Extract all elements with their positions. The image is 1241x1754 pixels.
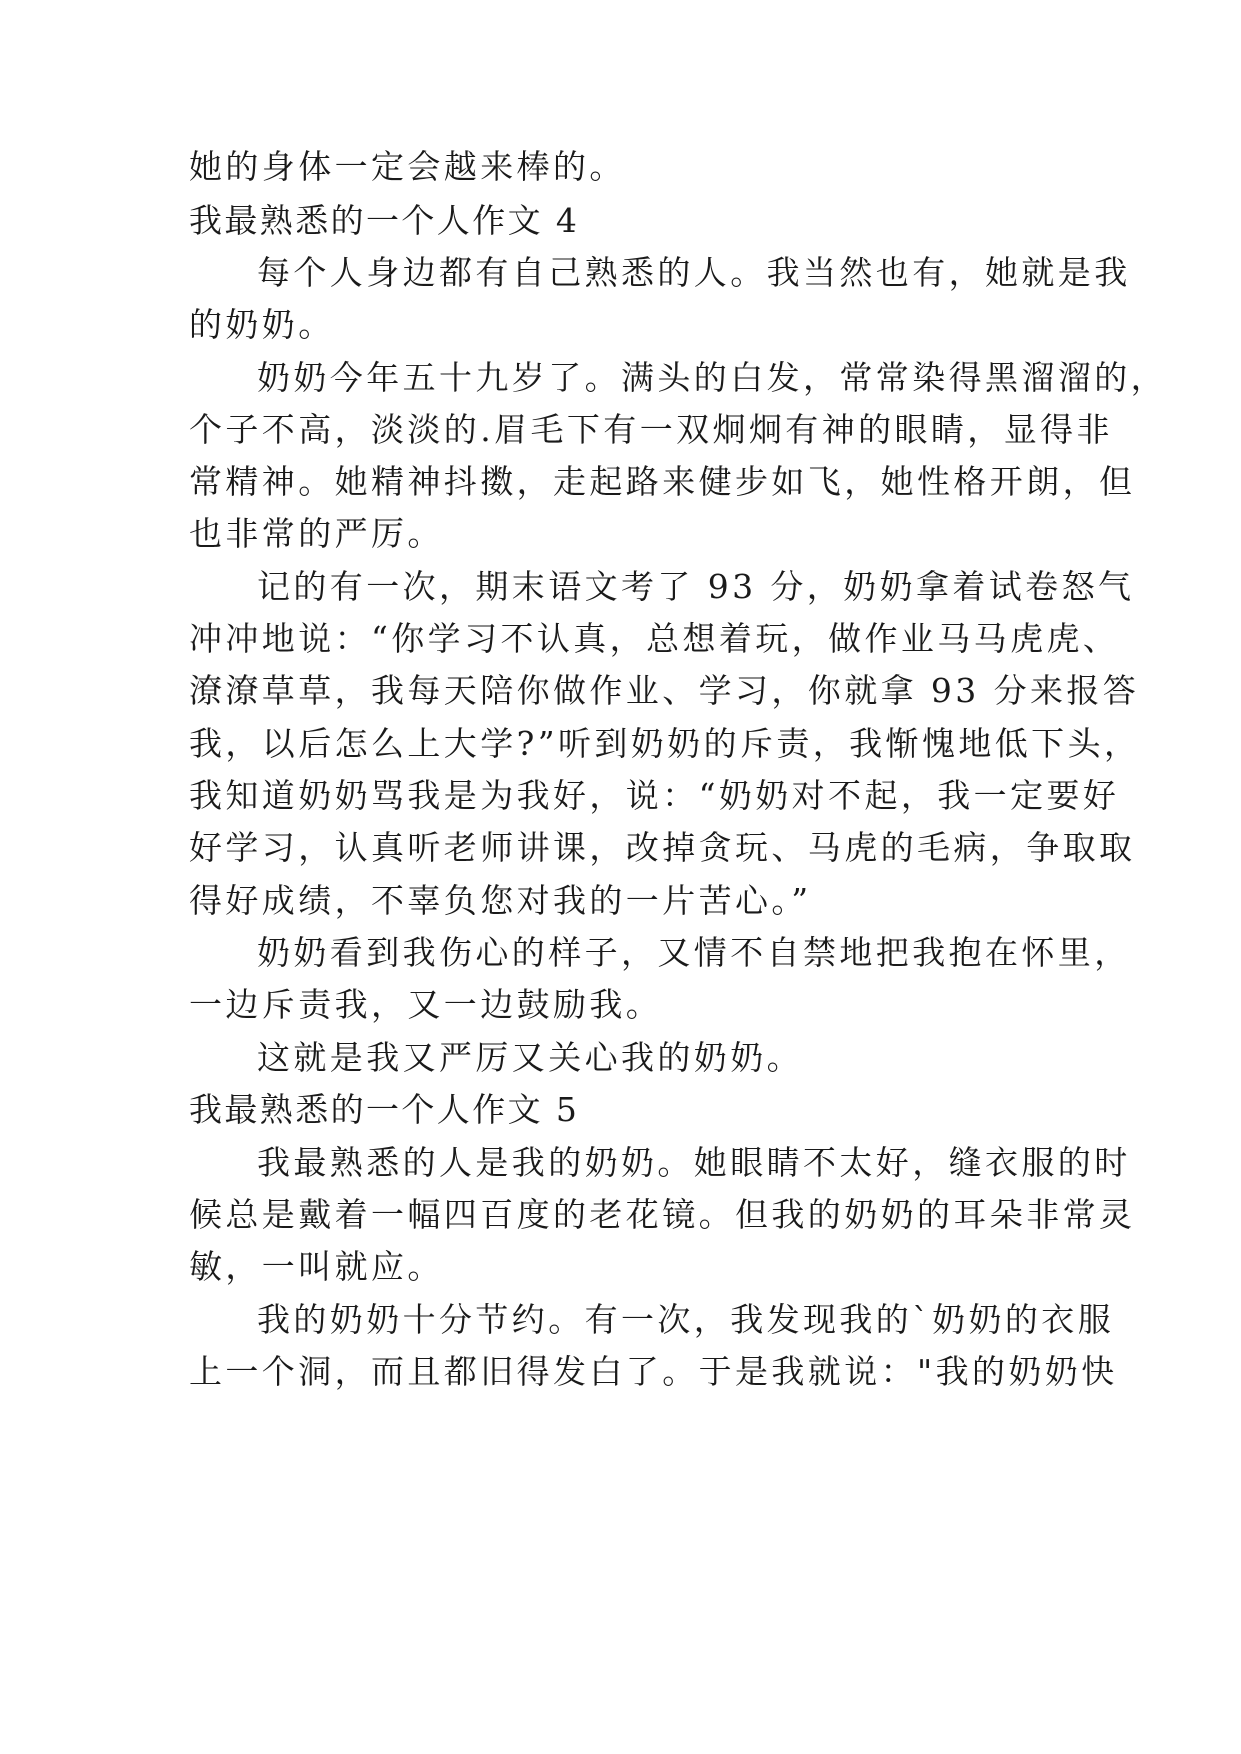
text-line: 一边斥责我，又一边鼓励我。: [189, 985, 663, 1024]
section-heading: 我最熟悉的一个人作文 5: [189, 1090, 580, 1129]
text-line: 上一个洞，而且都旧得发白了。于是我就说："我的奶奶快: [189, 1352, 1118, 1391]
text-line: 个子不高，淡淡的.眉毛下有一双炯炯有神的眼睛，显得非: [189, 410, 1113, 449]
text-line: 她的身体一定会越来棒的。: [189, 147, 626, 186]
text-line: 潦潦草草，我每天陪你做作业、学习，你就拿 93 分来报答: [189, 671, 1140, 710]
text-line: 记的有一次，期末语文考了 93 分，奶奶拿着试卷怒气: [257, 567, 1135, 606]
text-line: 也非常的严厉。: [189, 514, 444, 553]
text-line: 每个人身边都有自己熟悉的人。我当然也有，她就是我: [257, 253, 1131, 292]
text-line: 我，以后怎么上大学?”听到奶奶的斥责，我惭愧地低下头，: [189, 724, 1141, 763]
text-line: 我最熟悉的人是我的奶奶。她眼睛不太好，缝衣服的时: [257, 1143, 1131, 1182]
text-line: 得好成绩，不辜负您对我的一片苦心。”: [189, 881, 812, 920]
text-line: 我的奶奶十分节约。有一次，我发现我的`奶奶的衣服: [257, 1300, 1115, 1339]
section-heading: 我最熟悉的一个人作文 4: [189, 201, 580, 240]
text-line: 我知道奶奶骂我是为我好，说：“奶奶对不起，我一定要好: [189, 776, 1120, 815]
text-line: 奶奶看到我伤心的样子，又情不自禁地把我抱在怀里，: [257, 933, 1131, 972]
text-line: 冲冲地说：“你学习不认真，总想着玩，做作业马马虎虎、: [189, 619, 1120, 658]
text-line: 敏，一叫就应。: [189, 1247, 444, 1286]
text-line: 这就是我又严厉又关心我的奶奶。: [257, 1038, 803, 1077]
text-line: 候总是戴着一幅四百度的老花镜。但我的奶奶的耳朵非常灵: [189, 1195, 1136, 1234]
text-line: 的奶奶。: [189, 305, 335, 344]
text-line: 好学习，认真听老师讲课，改掉贪玩、马虎的毛病，争取取: [189, 828, 1136, 867]
text-line: 奶奶今年五十九岁了。满头的白发，常常染得黑溜溜的，: [257, 358, 1167, 397]
text-line: 常精神。她精神抖擞，走起路来健步如飞，她性格开朗，但: [189, 462, 1136, 501]
